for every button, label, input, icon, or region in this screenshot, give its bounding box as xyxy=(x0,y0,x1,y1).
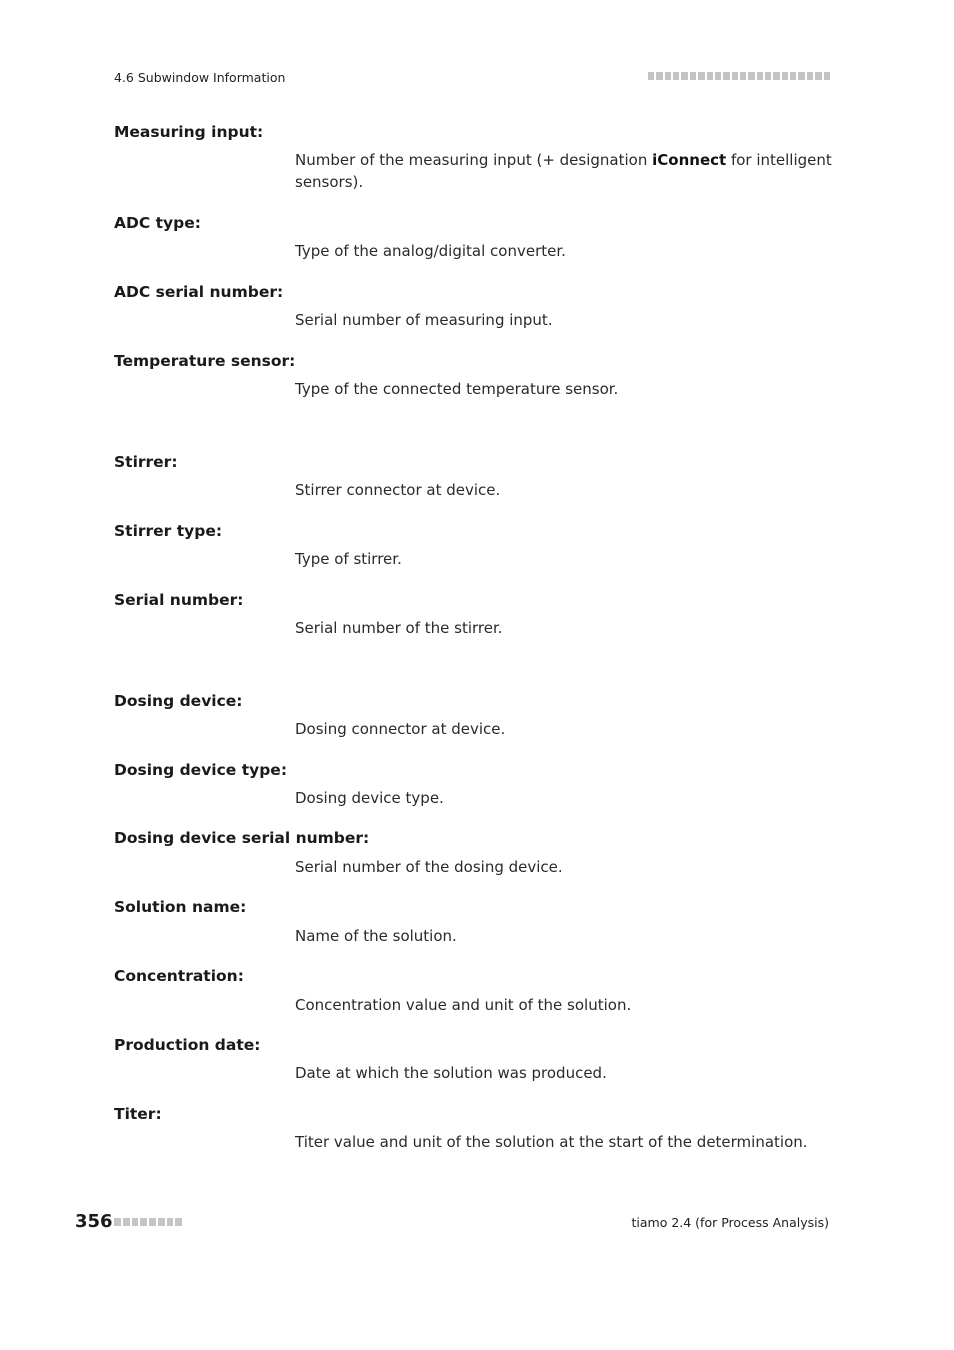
term-serial-number: Serial number: xyxy=(114,591,244,609)
desc-stirrer-type: Type of stirrer. xyxy=(295,550,402,568)
term-temperature-sensor: Temperature sensor: xyxy=(114,352,296,370)
desc-temperature-sensor: Type of the connected temperature sensor. xyxy=(295,380,619,398)
running-header-section: 4.6 Subwindow Information xyxy=(114,70,286,85)
desc-stirrer: Stirrer connector at device. xyxy=(295,481,501,499)
term-dosing-device: Dosing device: xyxy=(114,692,243,710)
term-solution-name: Solution name: xyxy=(114,898,247,916)
term-titer: Titer: xyxy=(114,1105,162,1123)
header-decoration xyxy=(648,72,830,80)
desc-measuring-input: Number of the measuring input (+ designation iConnect for intelligent sensors). xyxy=(295,151,832,191)
page-number: 356 xyxy=(75,1211,113,1232)
desc-concentration: Concentration value and unit of the solution. xyxy=(295,996,632,1014)
footer-decoration xyxy=(114,1218,182,1226)
term-dosing-device-type: Dosing device type: xyxy=(114,761,288,779)
term-adc-type: ADC type: xyxy=(114,214,201,232)
footer-product-name: tiamo 2.4 (for Process Analysis) xyxy=(631,1215,829,1230)
iconnect-emphasis: iConnect xyxy=(652,151,727,169)
term-measuring-input: Measuring input: xyxy=(114,123,264,141)
desc-dosing-device: Dosing connector at device. xyxy=(295,720,506,738)
desc-adc-type: Type of the analog/digital converter. xyxy=(295,242,566,260)
term-adc-serial-number: ADC serial number: xyxy=(114,283,284,301)
desc-production-date: Date at which the solution was produced. xyxy=(295,1064,607,1082)
desc-titer: Titer value and unit of the solution at the start of the determination. xyxy=(295,1133,808,1151)
desc-dosing-device-type: Dosing device type. xyxy=(295,789,444,807)
term-dosing-device-serial-number: Dosing device serial number: xyxy=(114,829,370,847)
term-stirrer-type: Stirrer type: xyxy=(114,522,223,540)
desc-serial-number: Serial number of the stirrer. xyxy=(295,619,503,637)
desc-solution-name: Name of the solution. xyxy=(295,927,457,945)
term-concentration: Concentration: xyxy=(114,967,244,985)
desc-dosing-device-serial-number: Serial number of the dosing device. xyxy=(295,858,563,876)
desc-adc-serial-number: Serial number of measuring input. xyxy=(295,311,553,329)
term-stirrer: Stirrer: xyxy=(114,453,178,471)
term-production-date: Production date: xyxy=(114,1036,261,1054)
